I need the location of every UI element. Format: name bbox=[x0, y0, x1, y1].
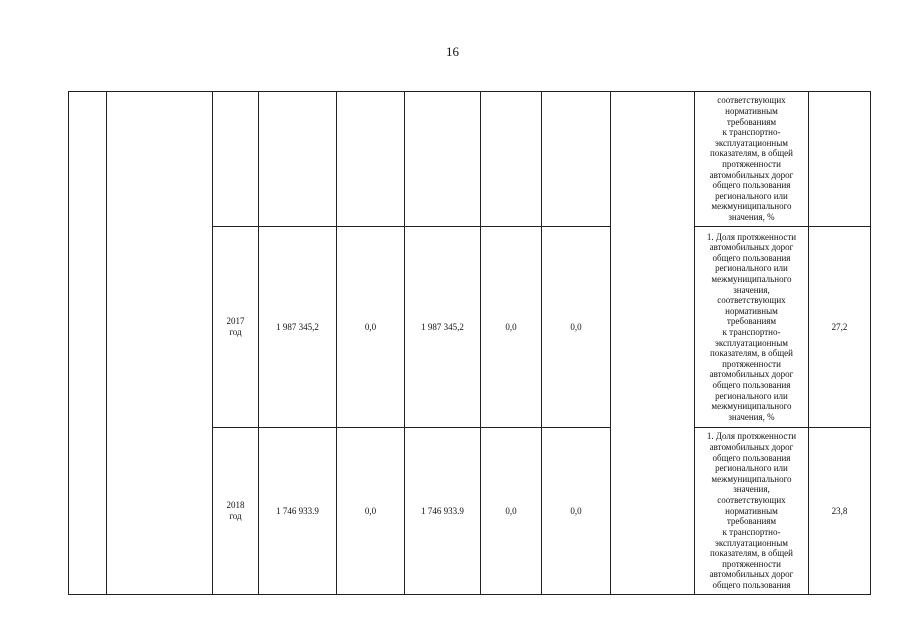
description-line: 1. Доля протяженности bbox=[706, 431, 797, 442]
indicator-description bbox=[695, 92, 809, 227]
indicator-description-lines bbox=[695, 431, 808, 590]
indicator-value-cell: 27,2 bbox=[809, 227, 871, 428]
other-sources-cell bbox=[542, 92, 611, 227]
year-suffix: год bbox=[229, 511, 242, 521]
description-line: значения, % bbox=[728, 212, 775, 223]
local-budget-cell bbox=[481, 92, 542, 227]
description-line: регионального или bbox=[715, 390, 788, 401]
total-cell: 1 987 345,2 bbox=[259, 227, 337, 428]
description-line: автомобильных дорог bbox=[709, 442, 794, 453]
federal-budget-cell: 0,0 bbox=[337, 227, 405, 428]
description-line: показателям, в общей bbox=[710, 548, 793, 559]
indicator-description-lines bbox=[695, 232, 808, 423]
description-line: значения, bbox=[733, 284, 770, 295]
description-line: к транспортно- bbox=[722, 327, 781, 337]
indicator-description bbox=[695, 428, 809, 595]
event-name-cell bbox=[107, 92, 213, 595]
description-line: регионального или bbox=[715, 190, 788, 201]
description-line: показателям, в общей bbox=[710, 348, 793, 359]
description-line: автомобильных дорог bbox=[709, 569, 794, 580]
description-line: требованиям bbox=[726, 116, 777, 127]
year-label: 2017 bbox=[226, 316, 245, 327]
description-line: значения, % bbox=[728, 411, 775, 422]
description-line: регионального или bbox=[715, 463, 788, 474]
description-line: общего пользования bbox=[712, 452, 791, 463]
description-line: показателям, в общей bbox=[710, 148, 793, 159]
description-line: межмуниципального bbox=[711, 273, 792, 284]
table-row-continuation bbox=[69, 92, 871, 227]
description-line: к транспортно- bbox=[722, 526, 781, 537]
description-line: эксплуатационным bbox=[714, 137, 788, 148]
regional-budget-cell bbox=[405, 92, 481, 227]
program-table bbox=[68, 91, 871, 595]
description-line: нормативным bbox=[725, 305, 778, 316]
regional-budget-cell: 1 746 933.9 bbox=[405, 428, 481, 595]
description-line: соответствующих bbox=[717, 95, 786, 106]
year-suffix: год bbox=[229, 327, 242, 337]
description-line: соответствующих bbox=[717, 295, 786, 306]
description-line: общего пользования bbox=[712, 252, 791, 263]
description-line: значения, bbox=[733, 484, 770, 495]
description-line: протяженности bbox=[722, 159, 781, 169]
indicator-description bbox=[695, 227, 809, 428]
description-line: 1. Доля протяженности bbox=[706, 231, 797, 242]
year-cell bbox=[213, 428, 259, 595]
total-cell: 1 746 933.9 bbox=[259, 428, 337, 595]
description-line: требованиям bbox=[726, 516, 777, 527]
year-cell bbox=[213, 227, 259, 428]
indicator-value-cell: 23,8 bbox=[809, 428, 871, 595]
description-line: эксплуатационным bbox=[714, 537, 788, 548]
description-line: общего пользования bbox=[712, 579, 791, 590]
description-line: регионального или bbox=[715, 263, 788, 274]
description-line: требованиям bbox=[726, 316, 777, 327]
description-line: к транспортно- bbox=[722, 127, 781, 138]
description-line: автомобильных дорог bbox=[709, 369, 794, 380]
federal-budget-cell: 0,0 bbox=[337, 428, 405, 595]
description-line: нормативным bbox=[725, 505, 778, 516]
description-line: протяженности bbox=[722, 558, 781, 569]
description-line: межмуниципального bbox=[711, 201, 792, 212]
description-line: нормативным bbox=[725, 105, 778, 116]
description-line: межмуниципального bbox=[711, 473, 792, 484]
total-cell bbox=[259, 92, 337, 227]
regional-budget-cell: 1 987 345,2 bbox=[405, 227, 481, 428]
other-sources-cell: 0,0 bbox=[542, 428, 611, 595]
description-line: эксплуатационным bbox=[714, 337, 788, 348]
description-line: автомобильных дорог bbox=[709, 169, 794, 180]
year-cell bbox=[213, 92, 259, 227]
federal-budget-cell bbox=[337, 92, 405, 227]
indicator-description-lines bbox=[695, 95, 808, 222]
description-line: соответствующих bbox=[717, 495, 786, 506]
other-sources-cell: 0,0 bbox=[542, 227, 611, 428]
description-line: общего пользования bbox=[712, 180, 791, 191]
page-number: 16 bbox=[446, 44, 459, 59]
year-label: 2018 bbox=[226, 500, 245, 511]
executor-cell bbox=[611, 92, 695, 595]
description-line: межмуниципального bbox=[711, 401, 792, 412]
description-line: общего пользования bbox=[712, 380, 791, 391]
local-budget-cell: 0,0 bbox=[481, 428, 542, 595]
description-line: автомобильных дорог bbox=[709, 242, 794, 253]
indicator-value-cell bbox=[809, 92, 871, 227]
number-cell bbox=[69, 92, 107, 595]
description-line: протяженности bbox=[722, 358, 781, 369]
local-budget-cell: 0,0 bbox=[481, 227, 542, 428]
